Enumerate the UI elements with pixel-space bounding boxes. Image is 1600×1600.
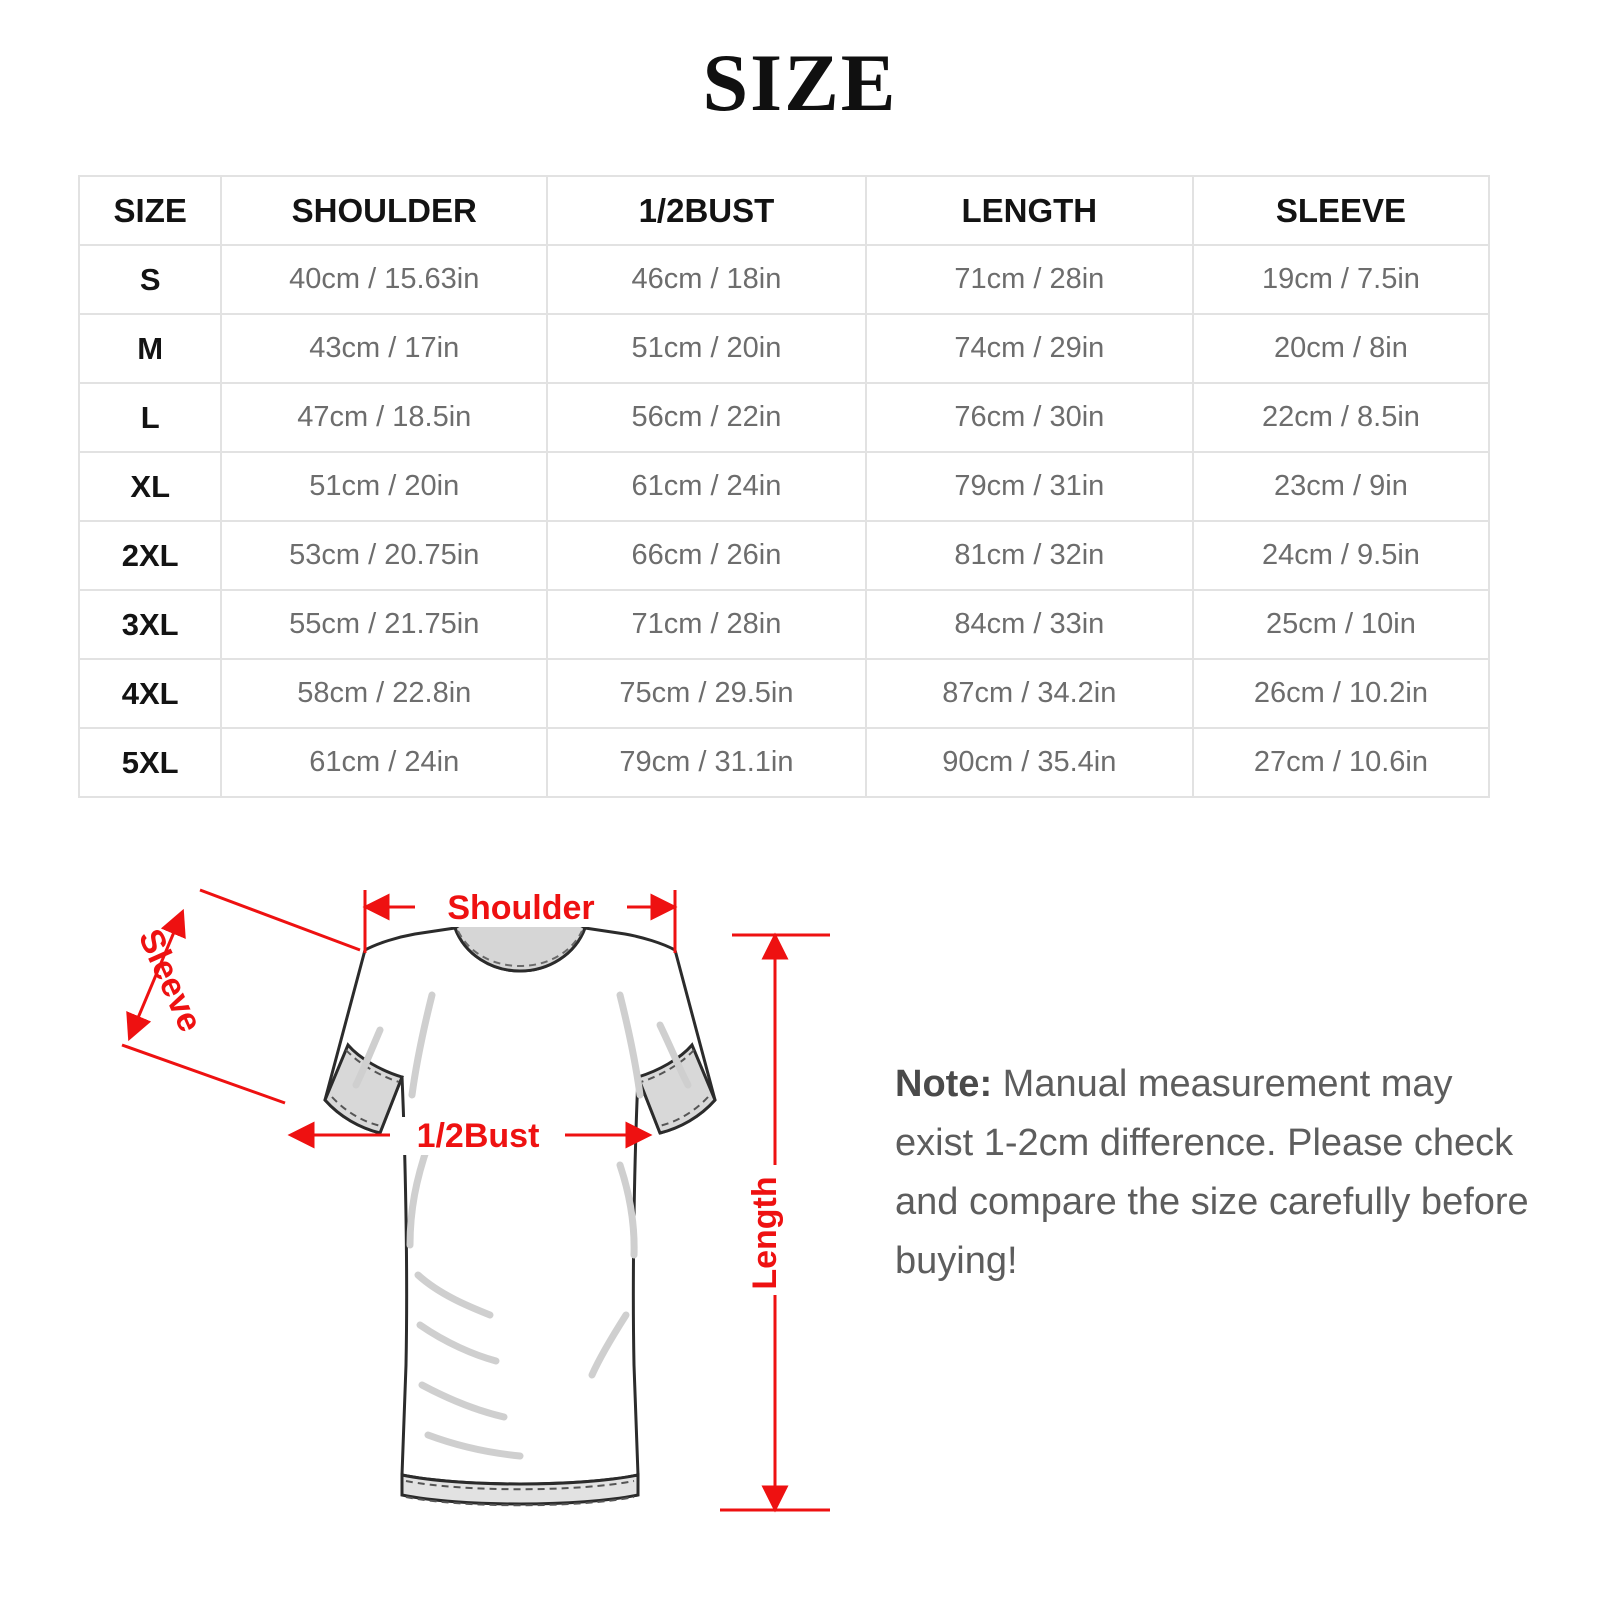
cell-shoulder: 40cm / 15.63in: [221, 245, 547, 314]
cell-size: L: [79, 383, 221, 452]
column-header-bust: 1/2BUST: [547, 176, 866, 245]
cell-shoulder: 55cm / 21.75in: [221, 590, 547, 659]
table-row: [79, 245, 1489, 314]
cell-shoulder: 51cm / 20in: [221, 452, 547, 521]
table-row: [79, 314, 1489, 383]
cell-bust: 71cm / 28in: [547, 590, 866, 659]
table-row: [79, 659, 1489, 728]
table-row: [79, 452, 1489, 521]
cell-shoulder: 43cm / 17in: [221, 314, 547, 383]
cell-size: 4XL: [79, 659, 221, 728]
cell-size: S: [79, 245, 221, 314]
cell-size: 3XL: [79, 590, 221, 659]
shoulder-label: Shoulder: [447, 889, 595, 927]
tshirt-illustration: [325, 913, 715, 1505]
cell-size: M: [79, 314, 221, 383]
cell-sleeve: 23cm / 9in: [1193, 452, 1489, 521]
column-header-length: LENGTH: [866, 176, 1193, 245]
cell-length: 71cm / 28in: [866, 245, 1193, 314]
measurement-note: [895, 1055, 1535, 1291]
table-row: [79, 728, 1489, 797]
table-header-row: [79, 176, 1489, 245]
cell-sleeve: 24cm / 9.5in: [1193, 521, 1489, 590]
cell-length: 76cm / 30in: [866, 383, 1193, 452]
bust-label: 1/2Bust: [416, 1117, 540, 1155]
length-measure-annotation: [720, 935, 830, 1510]
cell-sleeve: 20cm / 8in: [1193, 314, 1489, 383]
column-header-sleeve: SLEEVE: [1193, 176, 1489, 245]
cell-shoulder: 47cm / 18.5in: [221, 383, 547, 452]
cell-length: 74cm / 29in: [866, 314, 1193, 383]
note-prefix: Note:: [895, 1063, 993, 1105]
cell-sleeve: 27cm / 10.6in: [1193, 728, 1489, 797]
table-row: [79, 383, 1489, 452]
cell-bust: 56cm / 22in: [547, 383, 866, 452]
cell-bust: 46cm / 18in: [547, 245, 866, 314]
size-chart-table: [78, 175, 1490, 798]
cell-size: XL: [79, 452, 221, 521]
cell-sleeve: 26cm / 10.2in: [1193, 659, 1489, 728]
sleeve-label: Sleeve: [130, 923, 210, 1038]
table-row: [79, 521, 1489, 590]
length-label: Length: [746, 1176, 784, 1290]
cell-size: 2XL: [79, 521, 221, 590]
cell-sleeve: 19cm / 7.5in: [1193, 245, 1489, 314]
cell-shoulder: 61cm / 24in: [221, 728, 547, 797]
cell-bust: 75cm / 29.5in: [547, 659, 866, 728]
cell-size: 5XL: [79, 728, 221, 797]
tshirt-measurement-diagram: [60, 845, 900, 1545]
cell-shoulder: 53cm / 20.75in: [221, 521, 547, 590]
table-row: [79, 590, 1489, 659]
page-title: SIZE: [702, 37, 898, 128]
column-header-shoulder: SHOULDER: [221, 176, 547, 245]
cell-length: 79cm / 31in: [866, 452, 1193, 521]
cell-length: 81cm / 32in: [866, 521, 1193, 590]
cell-bust: 66cm / 26in: [547, 521, 866, 590]
cell-length: 84cm / 33in: [866, 590, 1193, 659]
cell-sleeve: 25cm / 10in: [1193, 590, 1489, 659]
cell-bust: 79cm / 31.1in: [547, 728, 866, 797]
note-text: Manual measurement may exist 1-2cm difference. Please check and compare the size carefully before buying!: [895, 1063, 1529, 1282]
column-header-size: SIZE: [79, 176, 221, 245]
cell-length: 90cm / 35.4in: [866, 728, 1193, 797]
cell-bust: 61cm / 24in: [547, 452, 866, 521]
cell-length: 87cm / 34.2in: [866, 659, 1193, 728]
cell-bust: 51cm / 20in: [547, 314, 866, 383]
cell-shoulder: 58cm / 22.8in: [221, 659, 547, 728]
size-chart-table-container: [78, 175, 1490, 798]
cell-sleeve: 22cm / 8.5in: [1193, 383, 1489, 452]
sleeve-measure-annotation: [122, 890, 360, 1103]
